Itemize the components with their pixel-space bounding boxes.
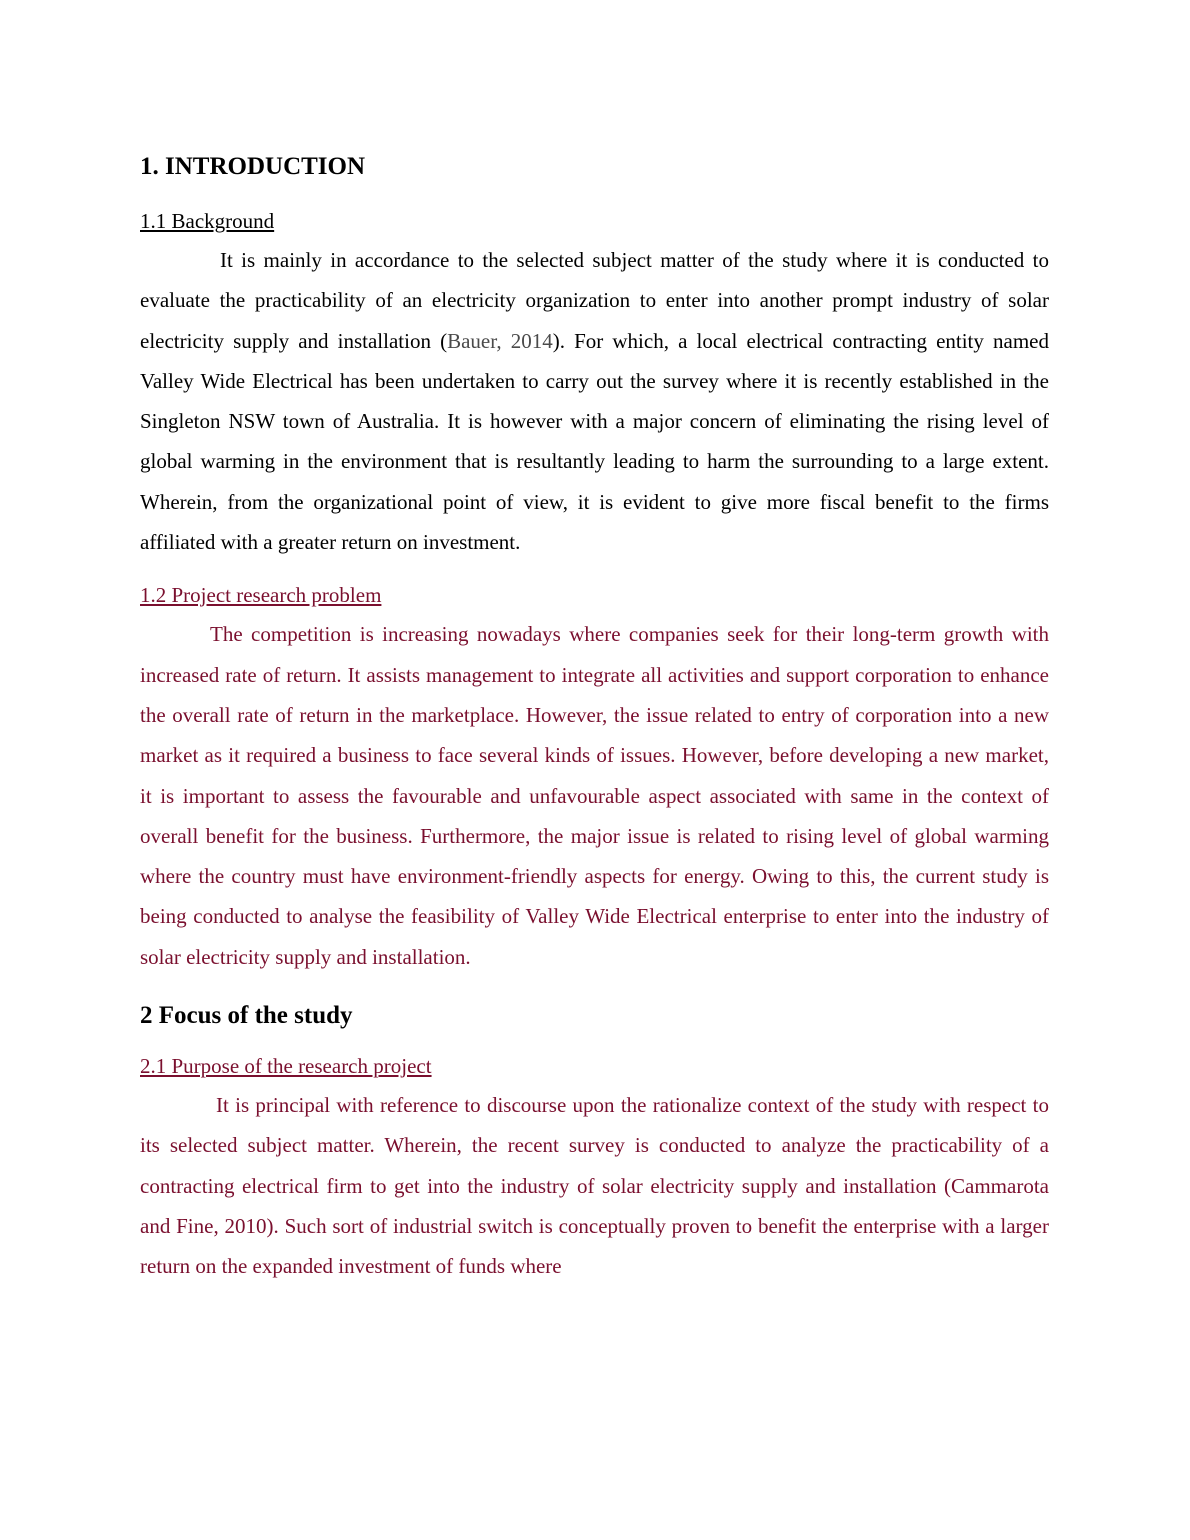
section-heading-focus: 2 Focus of the study — [140, 1002, 353, 1030]
paragraph-research-problem: The competition is increasing nowadays where companies seek for their long-term growth with increased rate of return. It assists management to integrate all activities and support corporation to enhance the overall rate of return in the marketplace. However, the issue related to entry of corporation into a new market as it required a business to face several kinds of issues. However, before developing a new market, it is important to assess the favourable and unfavourable aspect associated with same in the context of overall benefit for the business. Furthermore, the major issue is related to rising level of global warming where the country must have environment-friendly aspects for energy. Owing to this, the current study is being conducted to analyse the feasibility of Valley Wide Electrical enterprise to enter into the industry of solar electricity supply and installation. — [140, 622, 1049, 969]
subheading-research-problem: 1.2 Project research problem — [140, 583, 382, 608]
section-heading-introduction: 1. INTRODUCTION — [140, 153, 366, 180]
paragraph-background — [140, 240, 1049, 562]
paragraph-background-text-2: ). For which, a local electrical contracting entity named Valley Wide Electrical has been undertaken to carry out the survey where it is recently established in the Singleton NSW town of Australia. It is however with a major concern of eliminating the rising level of global warming in the environment that is resultantly leading to harm the surrounding to a large extent. Wherein, from the organizational point of view, it is evident to give more fiscal benefit to the firms affiliated with a greater return on investment. — [140, 328, 1049, 555]
paragraph-purpose: It is principal with reference to discourse upon the rationalize context of the study with respect to its selected subject matter. Wherein, the recent survey is conducted to analyze the practicability of a contracting electrical firm to get into the industry of solar electricity supply and installation (Cammarota and Fine, 2010). Such sort of industrial switch is conceptually proven to benefit the enterprise with a larger return on the expanded investment of funds where — [140, 1093, 1049, 1279]
document-page — [140, 150, 1049, 1287]
subheading-purpose: 2.1 Purpose of the research project — [140, 1054, 432, 1079]
paragraph-background-text-1: It is mainly in accordance to the selected subject matter of the study where it is conducted to evaluate the practicability of an electricity organization to enter into another prompt industry of solar electricity supply and installation ( — [140, 248, 1049, 353]
citation-bauer: Bauer, 2014 — [447, 328, 553, 353]
subheading-background: 1.1 Background — [140, 209, 275, 233]
